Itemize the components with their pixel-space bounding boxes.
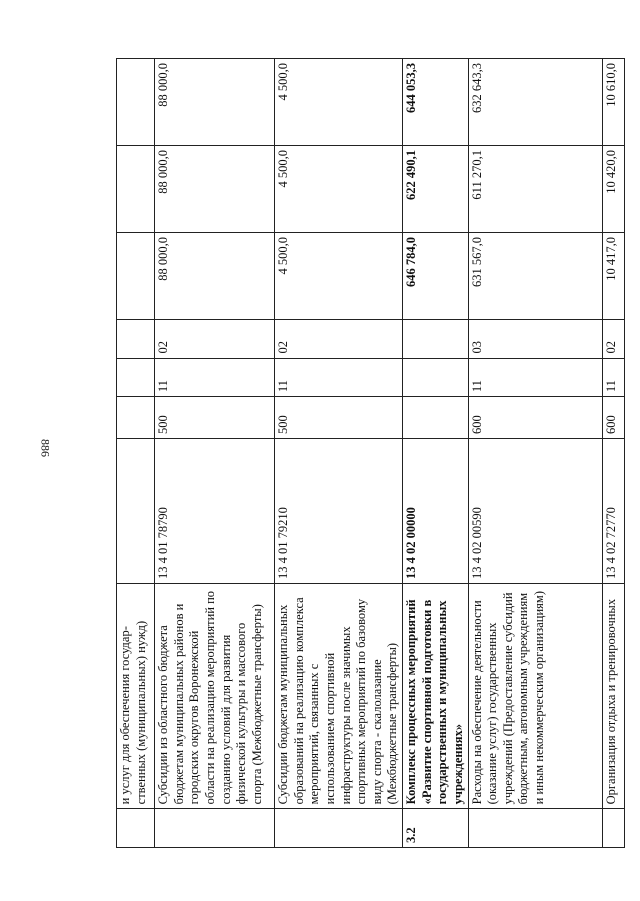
- row-number: [155, 809, 275, 848]
- table-row: [468, 59, 602, 848]
- row-code: 13 4 02 00000: [403, 439, 469, 584]
- row-code: [117, 439, 155, 584]
- table-row: [155, 59, 275, 848]
- row-rz: 11: [468, 358, 602, 397]
- row-value-3: [117, 59, 155, 146]
- row-pr: [117, 319, 155, 358]
- row-value-1: [117, 232, 155, 319]
- row-value-3: 632 643,3: [468, 59, 602, 146]
- budget-table: [116, 58, 625, 848]
- page-number: 886: [38, 439, 53, 457]
- table-row: [117, 59, 155, 848]
- row-grbs: [117, 397, 155, 439]
- row-code: 13 4 01 79210: [275, 439, 403, 584]
- row-rz: 11: [602, 358, 624, 397]
- row-name: Субсидии из областного бюджета бюджетам муниципальных районов и городских округов Воронежской области на реализацию мероприятий по созданию условий для развития физической культуры и массового спорта (Межбюджетные трансферты): [155, 583, 275, 808]
- row-rz: 11: [155, 358, 275, 397]
- row-grbs: [403, 397, 469, 439]
- row-pr: [403, 319, 469, 358]
- row-number: 3.2: [403, 809, 469, 848]
- row-rz: [117, 358, 155, 397]
- row-name: Субсидии бюджетам муниципальных образований на реализацию комплекса мероприятий, связанных с использованием спортивной инфраструктуры после значимых спортивных мероприятий по базовому виду спорта - скалолазание (Межбюджетные трансферты): [275, 583, 403, 808]
- row-value-1: 631 567,0: [468, 232, 602, 319]
- row-value-1: 10 417,0: [602, 232, 624, 319]
- row-name: и услуг для обеспечения государ-ственных (муниципальных) нужд): [117, 583, 155, 808]
- row-value-3: 88 000,0: [155, 59, 275, 146]
- row-code: 13 4 02 72770: [602, 439, 624, 584]
- row-rz: [403, 358, 469, 397]
- row-value-1: 4 500,0: [275, 232, 403, 319]
- row-pr: 02: [602, 319, 624, 358]
- rotated-page-content: [116, 58, 618, 848]
- row-pr: 03: [468, 319, 602, 358]
- row-number: [468, 809, 602, 848]
- table-row: [602, 59, 624, 848]
- row-value-2: [117, 146, 155, 233]
- table-row-section-heading: [403, 59, 469, 848]
- row-value-3: 10 610,0: [602, 59, 624, 146]
- row-name: Комплекс процессных мероприятий «Развитие спортивной подготовки в государственных и муниципальных учреждениях»: [403, 583, 469, 808]
- row-number: [117, 809, 155, 848]
- row-number: [275, 809, 403, 848]
- row-name: Расходы на обеспечение деятельности (оказание услуг) государственных учреждений (Предоставление субсидий бюджетным, автономным учреждениям и иным некоммерческим организациям): [468, 583, 602, 808]
- row-value-2: 10 420,0: [602, 146, 624, 233]
- row-value-2: 4 500,0: [275, 146, 403, 233]
- row-code: 13 4 01 78790: [155, 439, 275, 584]
- row-value-1: 88 000,0: [155, 232, 275, 319]
- row-pr: 02: [155, 319, 275, 358]
- row-rz: 11: [275, 358, 403, 397]
- row-grbs: 600: [468, 397, 602, 439]
- row-code: 13 4 02 00590: [468, 439, 602, 584]
- row-grbs: 500: [155, 397, 275, 439]
- row-grbs: 600: [602, 397, 624, 439]
- row-value-2: 622 490,1: [403, 146, 469, 233]
- row-value-1: 646 784,0: [403, 232, 469, 319]
- row-value-3: 644 053,3: [403, 59, 469, 146]
- row-name: Организация отдыха и тренировочных: [602, 583, 624, 808]
- row-value-2: 88 000,0: [155, 146, 275, 233]
- row-value-2: 611 270,1: [468, 146, 602, 233]
- row-number: [602, 809, 624, 848]
- row-grbs: 500: [275, 397, 403, 439]
- row-pr: 02: [275, 319, 403, 358]
- table-row: [275, 59, 403, 848]
- row-value-3: 4 500,0: [275, 59, 403, 146]
